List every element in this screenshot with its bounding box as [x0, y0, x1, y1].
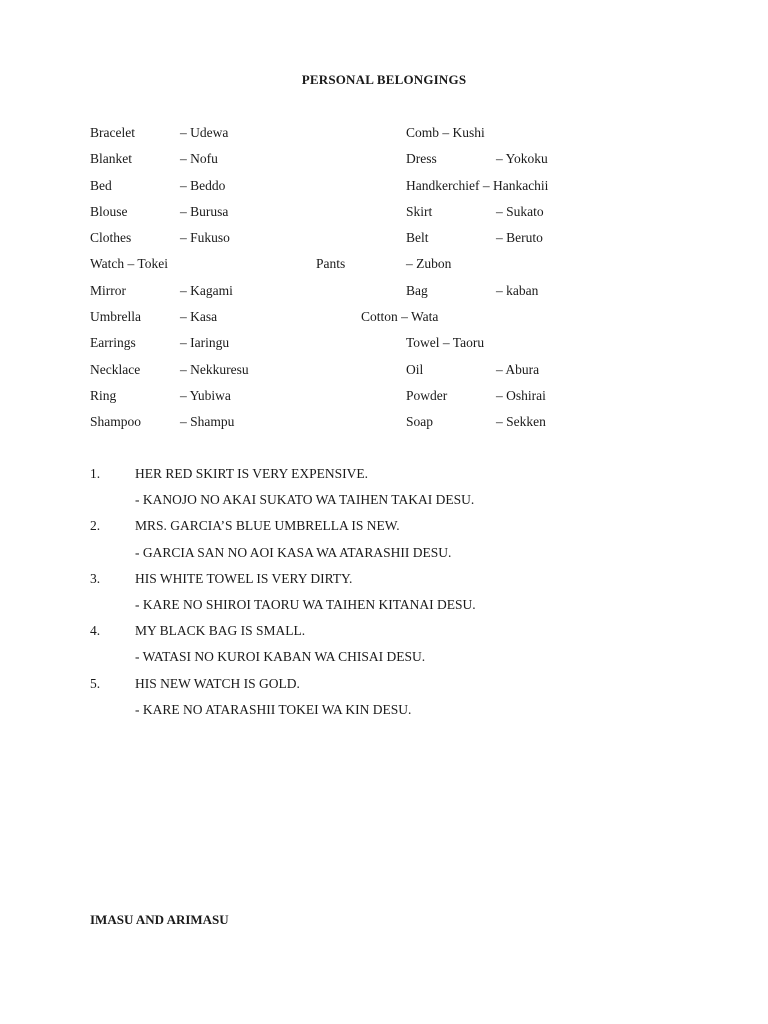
vocab-japanese-right: – kaban	[496, 282, 539, 298]
vocab-row	[0, 124, 768, 150]
sentence-number: 5.	[90, 675, 101, 691]
vocab-english-left: Shampoo	[90, 414, 142, 430]
page-title: PERSONAL BELONGINGS	[301, 72, 467, 87]
vocab-english-left: Bed	[90, 177, 112, 193]
vocab-japanese-right: – Beruto	[496, 230, 543, 246]
vocab-english-middle: Pants	[316, 256, 346, 272]
vocab-row	[0, 334, 768, 360]
sentence-japanese-row	[0, 648, 768, 674]
vocab-japanese-right: – Sekken	[496, 414, 546, 430]
vocab-japanese-left: – Nekkuresu	[180, 361, 249, 377]
vocab-japanese-left: – Kagami	[180, 282, 233, 298]
vocab-japanese-right: – Oshirai	[496, 387, 546, 403]
vocab-japanese-left: – Yubiwa	[180, 387, 231, 403]
vocab-english-right: Belt	[406, 230, 429, 246]
vocab-row	[0, 282, 768, 308]
vocab-japanese-left: – Beddo	[180, 177, 226, 193]
vocab-english-right: Handkerchief – Hankachii	[406, 177, 549, 193]
vocab-english-left: Ring	[90, 387, 117, 403]
section-heading-imasu-arimasu: IMASU AND ARIMASU	[90, 912, 229, 927]
vocab-row	[0, 361, 768, 387]
vocab-english-right: Dress	[406, 151, 437, 167]
vocab-entry-center: Cotton – Wata	[361, 309, 439, 325]
vocab-english-left: Mirror	[90, 282, 126, 298]
sentence-english-row	[0, 622, 768, 648]
vocab-english-left: Clothes	[90, 230, 132, 246]
sentence-japanese: - GARCIA SAN NO AOI KASA WA ATARASHII DESU.	[135, 544, 452, 560]
vocab-row	[0, 229, 768, 255]
vocab-english-right: Bag	[406, 282, 428, 298]
sentence-english: HER RED SKIRT IS VERY EXPENSIVE.	[135, 466, 368, 481]
sentence-english: MRS. GARCIA’S BLUE UMBRELLA IS NEW.	[135, 518, 400, 534]
vocab-japanese-left: – Fukuso	[180, 230, 230, 246]
vocab-english-right: Powder	[406, 387, 448, 403]
vocab-japanese-left: – Kasa	[180, 309, 218, 325]
vocab-japanese-left: – Nofu	[180, 151, 218, 167]
vocab-english-left: Umbrella	[90, 309, 141, 325]
sentence-english-row	[0, 570, 768, 596]
sentence-japanese: - KARE NO ATARASHII TOKEI WA KIN DESU.	[135, 701, 412, 717]
vocab-japanese-right: – Sukato	[496, 203, 544, 219]
vocab-japanese-right: – Abura	[496, 361, 540, 377]
vocab-row	[0, 255, 768, 281]
vocab-japanese-left: – Udewa	[180, 125, 229, 140]
vocab-english-right: Soap	[406, 414, 433, 430]
vocab-row	[0, 308, 768, 334]
vocab-row	[0, 177, 768, 203]
vocab-english-left: Necklace	[90, 361, 141, 377]
sentence-japanese-row	[0, 596, 768, 622]
sentence-japanese-row	[0, 701, 768, 727]
vocab-japanese-left: – Burusa	[180, 203, 229, 219]
vocab-row	[0, 203, 768, 229]
sentence-number: 4.	[90, 623, 101, 639]
sentence-japanese: - KANOJO NO AKAI SUKATO WA TAIHEN TAKAI DESU.	[135, 492, 475, 508]
sentence-number: 3.	[90, 570, 101, 586]
vocab-english-right: Skirt	[406, 203, 433, 219]
vocab-row	[0, 413, 768, 439]
vocab-english-right: Comb – Kushi	[406, 125, 485, 140]
sentence-english-row	[0, 675, 768, 701]
sentence-japanese: - KARE NO SHIROI TAORU WA TAIHEN KITANAI DESU.	[135, 596, 476, 612]
vocab-row	[0, 387, 768, 413]
vocab-japanese-right: – Yokoku	[496, 151, 548, 167]
sentence-english-row	[0, 465, 768, 491]
sentence-english: MY BLACK BAG IS SMALL.	[135, 623, 306, 639]
vocab-english-left: Blouse	[90, 203, 128, 219]
sentence-japanese-row	[0, 491, 768, 517]
sentence-english: HIS WHITE TOWEL IS VERY DIRTY.	[135, 570, 353, 586]
vocab-english-left: Earrings	[90, 335, 136, 351]
vocab-english-right: Towel – Taoru	[406, 335, 485, 351]
vocabulary-list	[0, 124, 768, 440]
vocab-japanese-middle: – Zubon	[406, 256, 452, 272]
sentence-number: 2.	[90, 518, 101, 534]
sentence-english-row	[0, 517, 768, 543]
sentence-japanese: - WATASI NO KUROI KABAN WA CHISAI DESU.	[135, 649, 426, 665]
sentence-english: HIS NEW WATCH IS GOLD.	[135, 675, 300, 691]
vocab-japanese-left: – Iaringu	[180, 335, 230, 351]
vocab-english-left: Blanket	[90, 151, 132, 167]
sentence-number: 1.	[90, 466, 101, 481]
vocab-english-right: Oil	[406, 361, 424, 377]
vocab-row	[0, 150, 768, 176]
sentence-japanese-row	[0, 544, 768, 570]
example-sentences	[0, 465, 768, 727]
vocab-entry-left: Watch – Tokei	[90, 256, 168, 272]
vocab-japanese-left: – Shampu	[180, 414, 235, 430]
vocab-english-left: Bracelet	[90, 125, 135, 140]
